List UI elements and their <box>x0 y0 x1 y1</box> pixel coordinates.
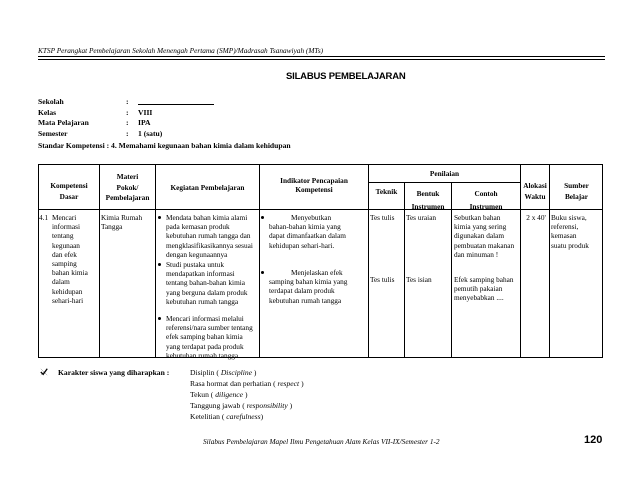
materi-text <box>101 213 155 231</box>
sumber-line: referensi, <box>551 222 579 232</box>
kegiatan-line: Studi pustaka untuk <box>166 260 224 269</box>
contoh-line: dan minuman ! <box>454 249 499 259</box>
kegiatan-line: yang terdapat pada produk <box>166 341 244 351</box>
header-materi: Materi Pokok/ Pembelajaran <box>105 172 150 202</box>
info-colon: : <box>126 118 129 127</box>
contoh-line: pembuatan makanan <box>454 240 515 250</box>
kd-line: tentang <box>52 231 74 241</box>
page-footer: Silabus Pembelajaran Mapel Ilmu Pengetahuan Alam Kelas VII-IX/Semester 1-2 <box>203 437 440 446</box>
contoh-line: kimia yang sering <box>454 222 507 232</box>
kegiatan-line: dengan kegunaannya <box>166 249 228 259</box>
indikator-line: kehidupan sehari-hari. <box>269 240 335 250</box>
info-colon: : <box>126 97 129 106</box>
penilaian-divider <box>368 182 520 183</box>
kegiatan-item <box>166 213 259 259</box>
header-rule <box>38 56 605 57</box>
header-indikator: Indikator Pencapaian Kompetensi <box>280 176 348 195</box>
info-value: VIII <box>138 107 153 117</box>
kegiatan-line: tentang bahan-bahan kimia <box>166 278 246 288</box>
karakter-value: Disiplin ( Discipline ) <box>190 368 257 377</box>
kegiatan-line: pada kemasan produk <box>166 222 230 232</box>
karakter-term: responsibility <box>246 401 288 410</box>
karakter-term: Discipline <box>220 368 253 377</box>
kegiatan-line: Mendata bahan kimia alami <box>166 213 248 222</box>
indikator-line: kebutuhan rumah tangga <box>269 295 342 305</box>
kd-line: dan efek <box>52 249 77 259</box>
indikator-line: bahan-bahan kimia yang <box>269 222 341 232</box>
header-penilaian: Penilaian <box>429 169 460 178</box>
indikator-line: Menyebutkan <box>291 213 332 222</box>
document-header: KTSP Perangkat Pembelajaran Sekolah Menengah Pertama (SMP)/Madrasah Tsanawiyah (MTs) <box>38 46 324 55</box>
karakter-term: diligence <box>215 390 244 399</box>
header-bentuk: Bentuk Instrumen <box>411 189 445 211</box>
karakter-value: Rasa hormat dan perhatian ( respect ) <box>190 379 304 388</box>
contoh-line: Sebutkan bahan <box>454 213 501 222</box>
kd-line: Mencari <box>52 213 77 222</box>
kegiatan-line: efek samping bahan kimia <box>166 332 243 342</box>
indikator-1 <box>269 213 368 250</box>
kegiatan-line: mengklasifikasikannya sesuai <box>166 240 253 250</box>
sumber-list <box>551 213 603 250</box>
contoh-line: menyebabkan .... <box>454 293 504 303</box>
info-blank-line <box>138 97 214 105</box>
kd-line: kegunaan <box>52 240 80 250</box>
kegiatan-line: kebutuhan rumah tangga <box>166 350 239 360</box>
bentuk-2: Tes isian <box>406 275 432 284</box>
checkmark-icon <box>40 368 48 376</box>
header-kegiatan: Kegiatan Pembelajaran <box>170 183 245 192</box>
materi-line: Kimia Rumah <box>101 213 143 222</box>
contoh-2 <box>454 275 520 303</box>
info-row <box>38 97 214 108</box>
kegiatan-line: kebutuhan rumah tangga <box>166 296 239 306</box>
bentuk-1: Tes uraian <box>406 213 437 222</box>
standar-kompetensi: Standar Kompetensi : 4. Memahami kegunaan bahan kimia dalam kehidupan <box>38 141 291 150</box>
contoh-line: Efek samping bahan <box>454 275 514 284</box>
karakter-value: Tanggung jawab ( responsibility ) <box>190 401 293 410</box>
teknik-2: Tes tulis <box>370 275 395 284</box>
karakter-value: Ketelitian ( carefulness) <box>190 412 264 421</box>
kegiatan-item <box>166 314 259 360</box>
teknik-1: Tes tulis <box>370 213 395 222</box>
info-value: 1 (satu) <box>138 128 163 138</box>
kd-line: sehari-hari <box>52 295 84 305</box>
info-label: Sekolah <box>38 97 64 106</box>
alokasi-value: 2 x 40' <box>526 213 546 222</box>
sumber-line: suatu produk <box>551 240 589 250</box>
header-contoh: Contoh Instrumen <box>469 189 503 211</box>
kegiatan-line: kebutuhan rumah tangga dan <box>166 231 251 241</box>
kegiatan-line: referensi/nara sumber tentang <box>166 323 253 333</box>
sumber-line: kemasan <box>551 231 577 241</box>
kegiatan-line: mendapatkan informasi <box>166 269 235 279</box>
header-rule-thin <box>38 59 605 60</box>
karakter-value: Tekun ( diligence ) <box>190 390 248 399</box>
contoh-line: digunakan dalam <box>454 231 505 241</box>
info-row <box>38 118 214 129</box>
indikator-line: Menjelaskan efek <box>291 268 343 277</box>
contoh-line: pemutih pakaian <box>454 284 503 294</box>
indikator-line: terdapat dalam produk <box>269 286 335 296</box>
identity-block <box>38 97 214 139</box>
kd-line: kehidupan <box>52 286 83 296</box>
header-teknik: Teknik <box>375 187 398 196</box>
karakter-label: Karakter siswa yang diharapkan : <box>58 368 170 377</box>
indikator-2 <box>269 268 368 305</box>
kd-number: 4.1 <box>39 213 49 222</box>
info-row <box>38 129 214 140</box>
kd-line: informasi <box>52 222 80 232</box>
info-row <box>38 108 214 119</box>
info-label: Semester <box>38 128 68 138</box>
info-label: Kelas <box>38 107 57 117</box>
contoh-1 <box>454 213 520 259</box>
kd-text <box>52 213 98 305</box>
kegiatan-item <box>166 260 259 306</box>
col-divider <box>155 164 156 358</box>
sumber-line: Buku siswa, <box>551 213 587 222</box>
kd-line: bahan kimia <box>52 268 88 278</box>
karakter-term: respect <box>277 379 300 388</box>
page-number: 120 <box>584 434 603 446</box>
indikator-line: dapat dimanfaatkan dalam <box>269 231 346 241</box>
karakter-term: carefulness <box>226 412 261 421</box>
info-colon: : <box>126 128 129 138</box>
indikator-line: samping bahan kimia yang <box>269 277 348 287</box>
header-alokasi: Alokasi Waktu <box>523 181 547 202</box>
kd-line: samping <box>52 259 77 269</box>
info-colon: : <box>126 107 129 117</box>
kd-line: dalam <box>52 277 70 287</box>
info-value: IPA <box>138 118 151 127</box>
materi-line: Tangga <box>101 222 123 232</box>
page-title: SILABUS PEMBELAJARAN <box>286 71 406 82</box>
header-kompetensi: Kompetensi Dasar <box>50 181 88 202</box>
kegiatan-line: yang berguna dalam produk <box>166 287 248 297</box>
kegiatan-line: Mencari informasi melalui <box>166 314 244 323</box>
header-sumber: Sumber Belajar <box>564 181 589 202</box>
info-label: Mata Pelajaran <box>38 118 89 127</box>
